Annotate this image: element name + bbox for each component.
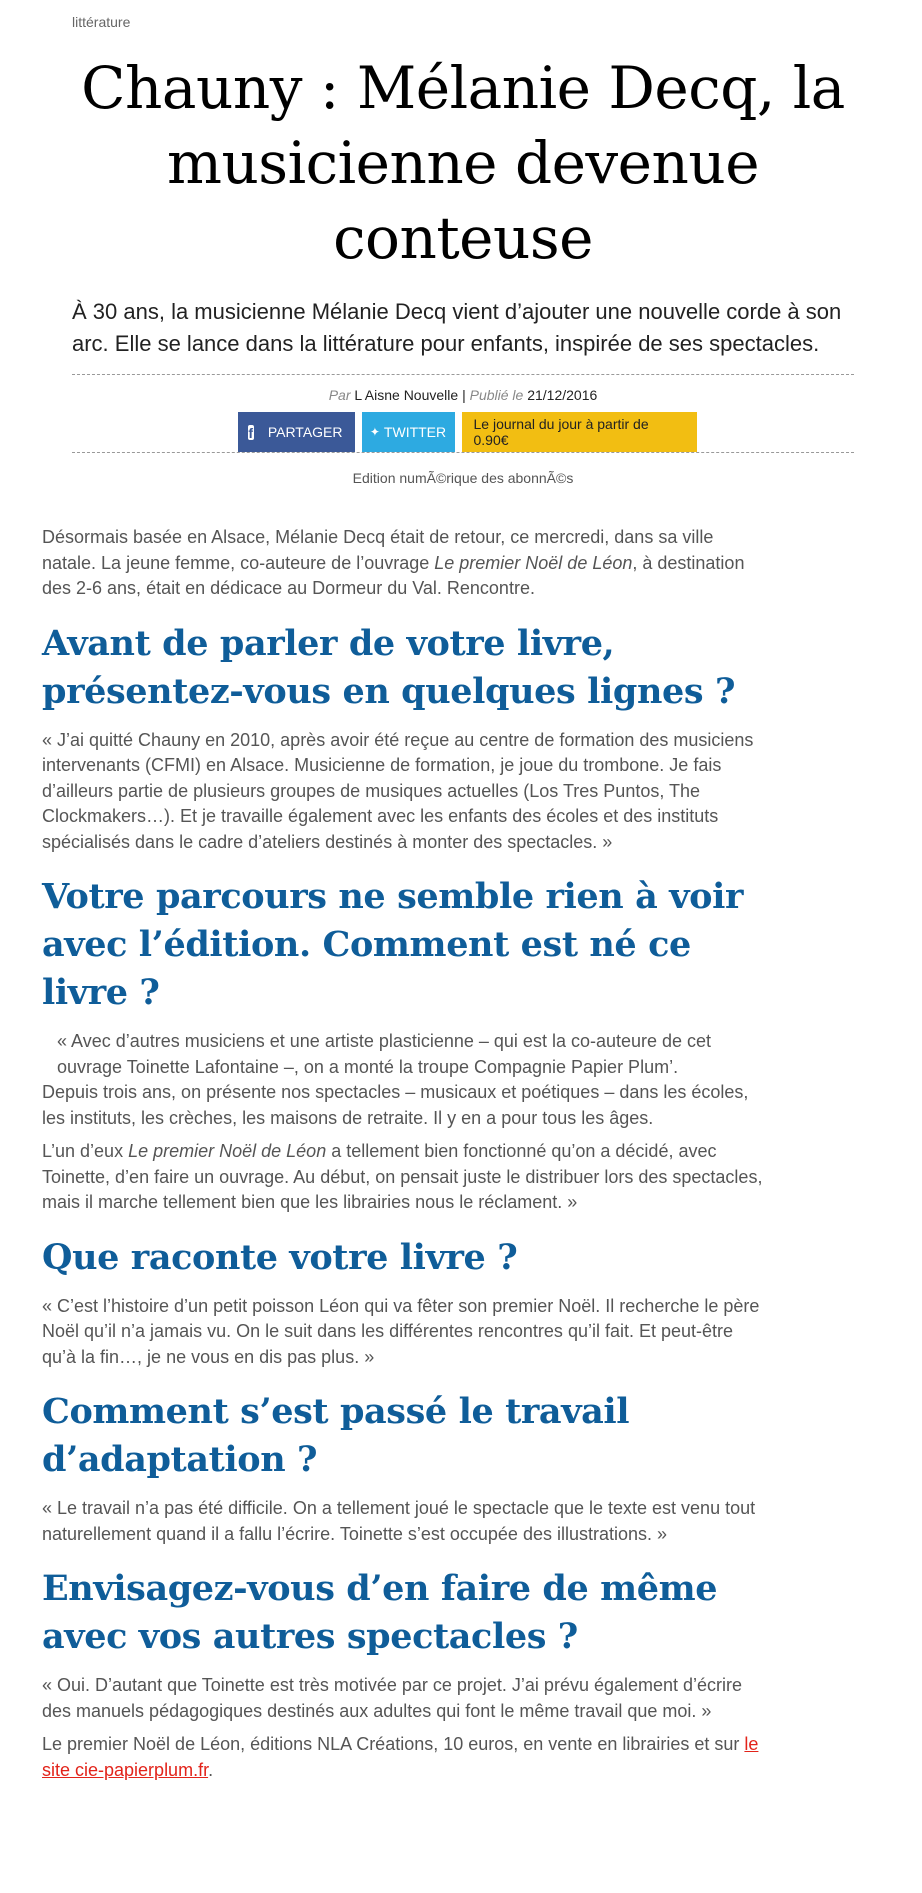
twitter-share-label: TWITTER	[383, 424, 447, 440]
section-paragraph	[42, 1139, 767, 1216]
section-paragraph: « Le travail n’a pas été difficile. On a tellement joué le spectacle que le texte est venu tout naturellement quand il a fallu l’écrire. Toinette s’est occupée des illustrations. »	[42, 1498, 756, 1544]
closing-text: Le premier Noël de Léon, éditions NLA Créations, 10 euros, en vente en librairies et sur	[42, 1734, 745, 1754]
divider-top	[72, 374, 854, 375]
twitter-share-button[interactable]	[362, 412, 455, 452]
section-paragraph: Depuis trois ans, on présente nos spectacles – musicaux et poétiques – dans les écoles, les instituts, les crèches, les maisons de retraite. Il y en a pour tous les âges.	[42, 1082, 749, 1128]
section-paragraph: « J’ai quitté Chauny en 2010, après avoir été reçue au centre de formation des musiciens intervenants (CFMI) en Alsace. Musicienne de formation, je joue du trombone. Je fais d’ailleurs partie de plusieurs groupes de musiques actuelles (Los Tres Puntos, The Clockmakers…). Et je travaille également avec les enfants des écoles et des instituts spécialisés dans le cadre d’ateliers destinés à monter des spectacles. »	[42, 729, 754, 852]
divider-bottom	[72, 452, 854, 453]
section-heading: Comment s’est passé le travail d’adaptation ?	[42, 1391, 630, 1480]
intro-text: Désormais basée en Alsace, Mélanie Decq était de retour, ce mercredi, dans sa ville natale. La jeune femme, co-auteure de l’ouvrage	[42, 527, 714, 573]
paragraph-text-end: a tellement bien fonctionné qu’on a décidé, avec Toinette, d’en faire un ouvrage. Au début, on pensait juste le distribuer lors des spectacles, mais il marche tellement bien que les librairies nous le réclament. »	[42, 1141, 763, 1212]
article-lede: À 30 ans, la musicienne Mélanie Decq vient d’ajouter une nouvelle corde à son arc. Elle se lance dans la littérature pour enfants, inspirée de ses spectacles.	[72, 299, 842, 356]
section-heading: Que raconte votre livre ?	[42, 1236, 518, 1278]
section-paragraph: « C’est l’histoire d’un petit poisson Léon qui va fêter son premier Noël. Il recherche le père Noël qu’il n’a jamais vu. On le suit dans les différentes rencontres qu’il fait. Et peut-être qu’à la fin…, je ne vous en dis pas plus. »	[42, 1295, 760, 1367]
closing-paragraph	[42, 1732, 767, 1783]
book-title: Le premier Noël de Léon	[434, 552, 633, 573]
article-body	[42, 525, 767, 1791]
section-heading: Votre parcours ne semble rien à voir avec l’édition. Comment est né ce livre ?	[42, 876, 744, 1013]
byline-by-label: Par	[328, 387, 351, 403]
byline-separator: |	[462, 387, 466, 403]
section-paragraph: « Oui. D’autant que Toinette est très motivée par ce projet. J’ai prévu également d’écrire des manuels pédagogiques destinés aux adultes qui font le même travail que moi. »	[42, 1675, 743, 1721]
article-header	[72, 0, 854, 486]
section-paragraph-indented: « Avec d’autres musiciens et une artiste plasticienne – qui est la co-auteure de cet ouvrage Toinette Lafontaine –, on a monté la troupe Compagnie Papier Plum’.	[57, 1031, 712, 1077]
closing-text-end: .	[208, 1759, 214, 1780]
section-heading: Avant de parler de votre livre, présentez-vous en quelques lignes ?	[42, 622, 736, 712]
subscribe-button[interactable]: Le journal du jour à partir de 0.90€	[462, 412, 697, 452]
publisher-site-link[interactable]: le site cie-papierplum.fr	[42, 1734, 759, 1780]
intro-text-end: , à destination des 2-6 ans, était en dédicace au Dormeur du Val. Rencontre.	[42, 552, 745, 598]
facebook-share-button[interactable]	[238, 412, 355, 452]
byline-published-label: Publié le	[469, 387, 524, 403]
byline-author: L Aisne Nouvelle	[354, 387, 459, 403]
section-heading: Envisagez-vous d’en faire de même avec vos autres spectacles ?	[42, 1568, 718, 1657]
edition-note: Edition numÃ©rique des abonnÃ©s	[352, 470, 574, 486]
book-title: Le premier Noël de Léon	[128, 1141, 327, 1161]
category-label[interactable]: littérature	[72, 14, 131, 30]
facebook-icon: f	[248, 424, 253, 440]
byline	[72, 386, 854, 404]
twitter-icon: ✦	[369, 425, 380, 439]
share-bar	[80, 412, 854, 452]
paragraph-text: L’un d’eux	[42, 1141, 129, 1161]
intro-paragraph	[42, 525, 767, 602]
article-title: Chauny : Mélanie Decq, la musicienne devenue conteuse	[81, 54, 845, 272]
facebook-share-label: PARTAGER	[267, 424, 343, 440]
byline-date: 21/12/2016	[527, 387, 598, 403]
